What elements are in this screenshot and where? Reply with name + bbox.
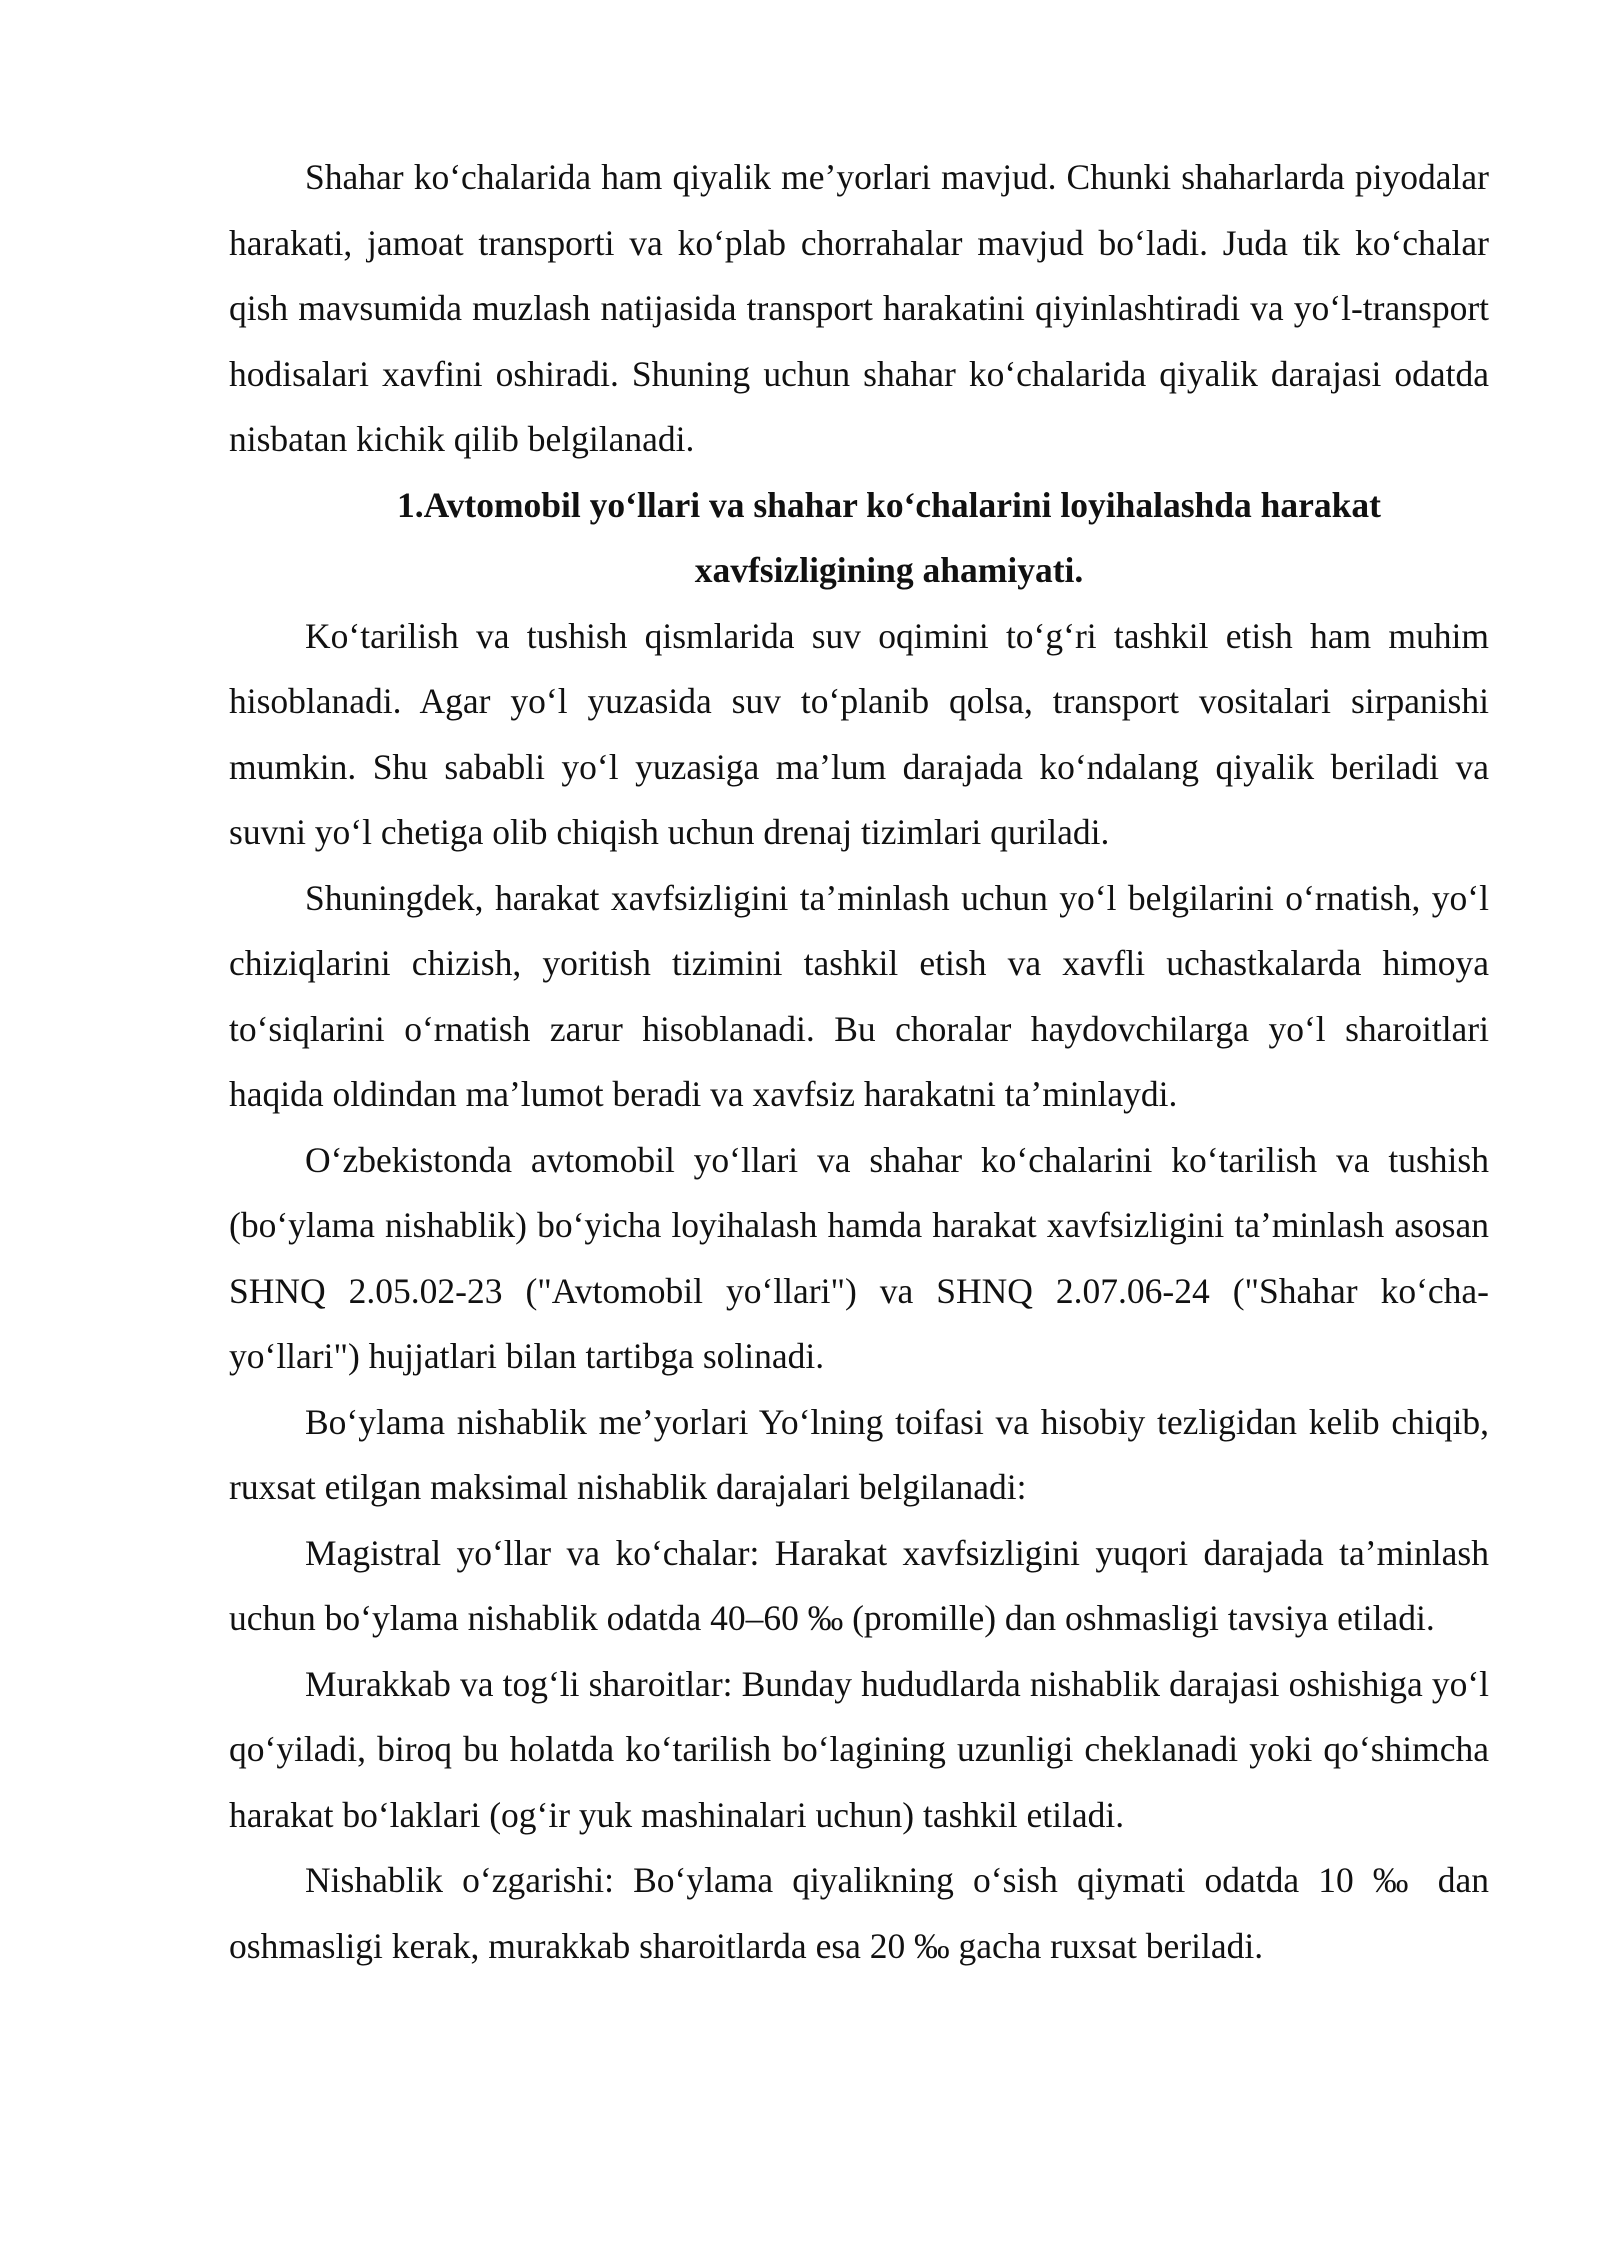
paragraph-safety-measures: Shuningdek, harakat xavfsizligini taʼminlash uchun yoʻl belgilarini oʻrnatish, yoʻl chiziqlarini chizish, yoritish tizimini tashkil etish va xavfli uchastkalarda himoya toʻsiqlarini oʻrnatish zarur hisoblanadi. Bu choralar haydovchilarga yoʻl sharoitlari haqida oldindan maʼlumot beradi va xavfsiz harakatni taʼminlaydi.	[229, 877, 1489, 1114]
document-body	[229, 145, 1489, 1979]
paragraph-slope-norms: Boʻylama nishablik meʼyorlari Yoʻlning toifasi va hisobiy tezligidan kelib chiqib, ruxsat etilgan maksimal nishablik darajalari belgilanadi:	[229, 1401, 1489, 1507]
paragraph-slope-change: Nishablik oʻzgarishi: Boʻylama qiyalikning oʻsish qiymati odatda 10 ‰ dan oshmasligi kerak, murakkab sharoitlarda esa 20 ‰ gacha ruxsat beriladi.	[229, 1860, 1489, 1966]
paragraph-regulations: Oʻzbekistonda avtomobil yoʻllari va shahar koʻchalarini koʻtarilish va tushish (boʻylama nishablik) boʻyicha loyihalash hamda harakat xavfsizligini taʼminlash asosan SHNQ 2.05.02-23 ("Avtomobil yoʻllari") va SHNQ 2.07.06-24 ("Shahar koʻcha-yoʻllari") hujjatlari bilan tartibga solinadi.	[229, 1139, 1489, 1376]
section-heading: 1.Avtomobil yoʻllari va shahar koʻchalarini loyihalashda harakat xavfsizligining ahamiyati.	[397, 484, 1381, 590]
paragraph-urban-slopes: Shahar koʻchalarida ham qiyalik meʼyorlari mavjud. Chunki shaharlarda piyodalar harakati, jamoat transporti va koʻplab chorrahalar mavjud boʻladi. Juda tik koʻchalar qish mavsumida muzlash natijasida transport harakatini qiyinlashtiradi va yoʻl-transport hodisalari xavfini oshiradi. Shuning uchun shahar koʻchalarida qiyalik darajasi odatda nisbatan kichik qilib belgilanadi.	[229, 157, 1489, 459]
paragraph-main-roads: Magistral yoʻllar va koʻchalar: Harakat xavfsizligini yuqori darajada taʼminlash uchun boʻylama nishablik odatda 40–60 ‰ (promille) dan oshmasligi tavsiya etiladi.	[229, 1532, 1489, 1638]
paragraph-mountain-conditions: Murakkab va togʻli sharoitlar: Bunday hududlarda nishablik darajasi oshishiga yoʻl qoʻyiladi, biroq bu holatda koʻtarilish boʻlagining uzunligi cheklanadi yoki qoʻshimcha harakat boʻlaklari (ogʻir yuk mashinalari uchun) tashkil etiladi.	[229, 1663, 1489, 1835]
paragraph-water-drainage: Koʻtarilish va tushish qismlarida suv oqimini toʻgʻri tashkil etish ham muhim hisoblanadi. Agar yoʻl yuzasida suv toʻplanib qolsa, transport vositalari sirpanishi mumkin. Shu sababli yoʻl yuzasiga maʼlum darajada koʻndalang qiyalik beriladi va suvni yoʻl chetiga olib chiqish uchun drenaj tizimlari quriladi.	[229, 615, 1489, 852]
